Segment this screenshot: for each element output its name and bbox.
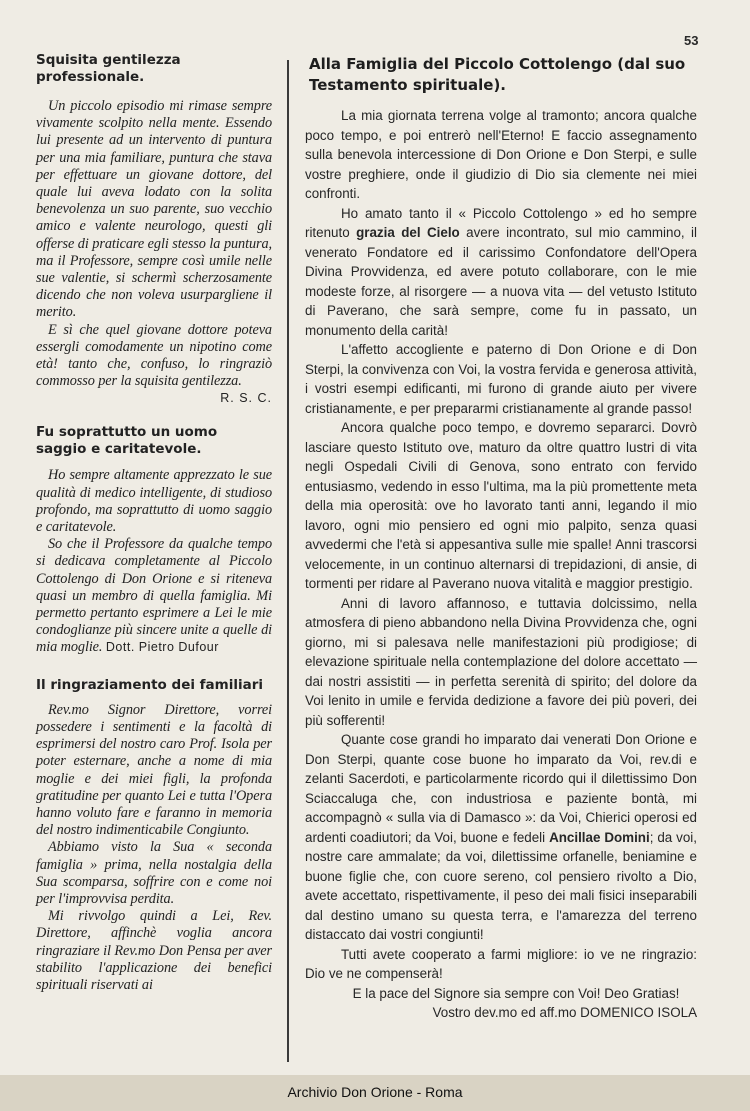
paragraph: Tutti avete cooperato a farmi migliore: io ve ne ringrazio: Dio ve ne compenserà!: [305, 946, 697, 981]
paragraph: [36, 536, 272, 656]
section-heading-ringraziamento: Il ringraziamento dei familiari: [36, 676, 264, 693]
paragraph: [305, 730, 697, 945]
paragraph: Un piccolo episodio mi rimase sempre vivamente scolpito nella mente. Essendo lui presente ad un intervento di puntura per una mia familiare, puntura che stava per effettuare un giovane dottore, del quale lui aveva lodato con la solita benevolenza un suo parente, suo vecchio amico e valente neurologo, questi gli offerse di praticare egli stesso la puntura, ma il Professore, sempre così umile nelle sue valentie, si schermì scherzosamente dicendo che non voleva usurpargliene il merito.: [36, 98, 272, 321]
archive-footer: Archivio Don Orione - Roma: [287, 1084, 463, 1100]
paragraph: Anni di lavoro affannoso, e tuttavia dolcissimo, nella atmosfera di pieno abbandono nella Divina Provvidenza che, ogni giorno, mi si palesava nelle manifestazioni più prodigiose; di elevazione spirituale nella contemplazione del dolore accettato — dai nostri assistiti — in perfetta serenità di spirito; del dolore da Voi lenito in umile e fervida dedizione a favore dei più poveri, dei più sofferenti!: [305, 595, 697, 728]
paragraph-text: So che il Professore da qualche tempo si dedicava completamente al Piccolo Cottolengo di Don Orione e si riteneva quasi un membro di quella famiglia. Mi permetto pertanto esprimere a Lei le mie condoglianze più sincere unite a quelle di mia moglie.: [36, 536, 272, 656]
paragraph: L'affetto accogliente e paterno di Don Orione e di Don Sterpi, la convivenza con Voi, la vostra fervida e generosa attività, i vostri esempi edificanti, mi furono di grande aiuto per vivere cristianamente, e per prepararmi cristianamente al grande passo!: [305, 342, 697, 416]
section-heading-gentilezza: Squisita gentilezza professionale.: [36, 52, 181, 85]
bold-text: Ancillae Domini: [549, 829, 650, 845]
paragraph: E la pace del Signore sia sempre con Voi! Deo Gratias!: [352, 985, 680, 1001]
page-number: 53: [684, 33, 699, 48]
article-title: Alla Famiglia del Piccolo Cottolengo (dal suo Testamento spirituale).: [309, 55, 686, 94]
paragraph-text: ; da voi, nostre care ammalate; da voi, dilettissime orfanelle, beniamine e buone figlie che, con cuore sereno, col pensiero rivolto a Dio, avete accettato, rispettivamente, il peso dei mali fisici inseparabili dal destino umano su questa terra, e l'amarezza del terreno distaccato dai vostri congiunti!: [305, 829, 697, 942]
paragraph-text: Ho amato tanto il « Piccolo Cottolengo » ed ho sempre ritenuto: [305, 205, 697, 240]
paragraph: Ancora qualche poco tempo, e dovremo separarci. Dovrò lasciare questo Istituto ove, maturo da oltre quattro lustri di vita negli Ospedali Civili di Genova, sono entrato con fervido entusiasmo, vedendo in esso l'ultima, ma la più promettente meta della mia operosità: ove ho lavorato tanti anni, legando il mio lavoro, ogni mio pensiero ed ogni mio palpito, senza quasi avvedermi che l'età si appesantiva sulle mie spalle! Anni trascorsi velocemente, in un continuo alternarsi di trepidazioni, di ansie, di tormenti per ridare al Paverano nuova vitalità e maggior prestigio.: [305, 420, 697, 591]
paragraph: Ho sempre altamente apprezzato le sue qualità di medico intelligente, di studioso profondo, ma soprattutto di uomo saggio e caritatevole.: [36, 467, 272, 536]
right-column: [305, 54, 697, 1023]
left-column: [36, 52, 272, 994]
closing-signature: Vostro dev.mo ed aff.mo DOMENICO ISOLA: [432, 1005, 697, 1020]
paragraph-text: Quante cose grandi ho imparato dai venerati Don Orione e Don Sterpi, quante cose buone ho imparato da Voi, rev.di e zelanti Sacerdoti, e particolarmente ricordo qui il dilettissimo Don Sciaccaluga che, con industriosa e paziente bontà, mi accompagnò « sulla via di Damasco »: da Voi, Chierici operosi ed ardenti coadiutori; da Voi, buone e fedeli: [305, 732, 697, 845]
paragraph: [305, 204, 697, 341]
paragraph-text: avere incontrato, sul mio cammino, il venerato Fondatore ed il carissimo Confondatore dell'Opera Divina Provvidenza, ed avere potuto collaborare, con le mie modeste forze, al risorgere — a nuova vita — del vetusto Istituto di Paverano, che sarà sempre, come fu in passato, un monumento della carità!: [305, 225, 697, 338]
paragraph: E sì che quel giovane dottore poteva essergli comodamente un nipotino come età! tanto che, confuso, lo ringraziò commosso per la squisita gentilezza.: [36, 321, 272, 390]
bold-text: grazia del Cielo: [356, 225, 460, 240]
signature-rsc: R. S. C.: [220, 391, 272, 406]
section-heading-uomo-saggio: Fu soprattutto un uomo saggio e caritatevole.: [36, 424, 218, 458]
paragraph: Rev.mo Signor Direttore, vorrei possedere i sentimenti e la facoltà di esprimersi del nostro caro Prof. Isola per poter esternare, anche a nome di mia moglie e dei miei figli, la profonda gratitudine per quanto Lei e tutta l'Opera hanno voluto fare e faranno in memoria del nostro indimenticabile Congiunto.: [36, 701, 272, 839]
signature-dufour: Dott. Pietro Dufour: [105, 640, 219, 655]
column-divider: [287, 60, 289, 1062]
paragraph: La mia giornata terrena volge al tramonto; ancora qualche poco tempo, e poi entrerò nell'Eterno! E faccio assegnamento sulla benevola intercessione di Don Orione e Don Sterpi, e sulle vostre preghiere, onde il giudizio di Dio sia clemente nei miei confronti.: [305, 108, 697, 201]
paragraph: Mi rivvolgo quindi a Lei, Rev. Direttore, affinchè voglia ancora ringraziare il Rev.mo Don Pensa per aver stabilito l'applicazione dei benefici spirituali riservati ai: [36, 908, 272, 993]
paragraph: Abbiamo visto la Sua « seconda famiglia » prima, nella nostalgia della Sua scomparsa, soffrire con e come noi per l'improvvisa perdita.: [36, 839, 272, 907]
